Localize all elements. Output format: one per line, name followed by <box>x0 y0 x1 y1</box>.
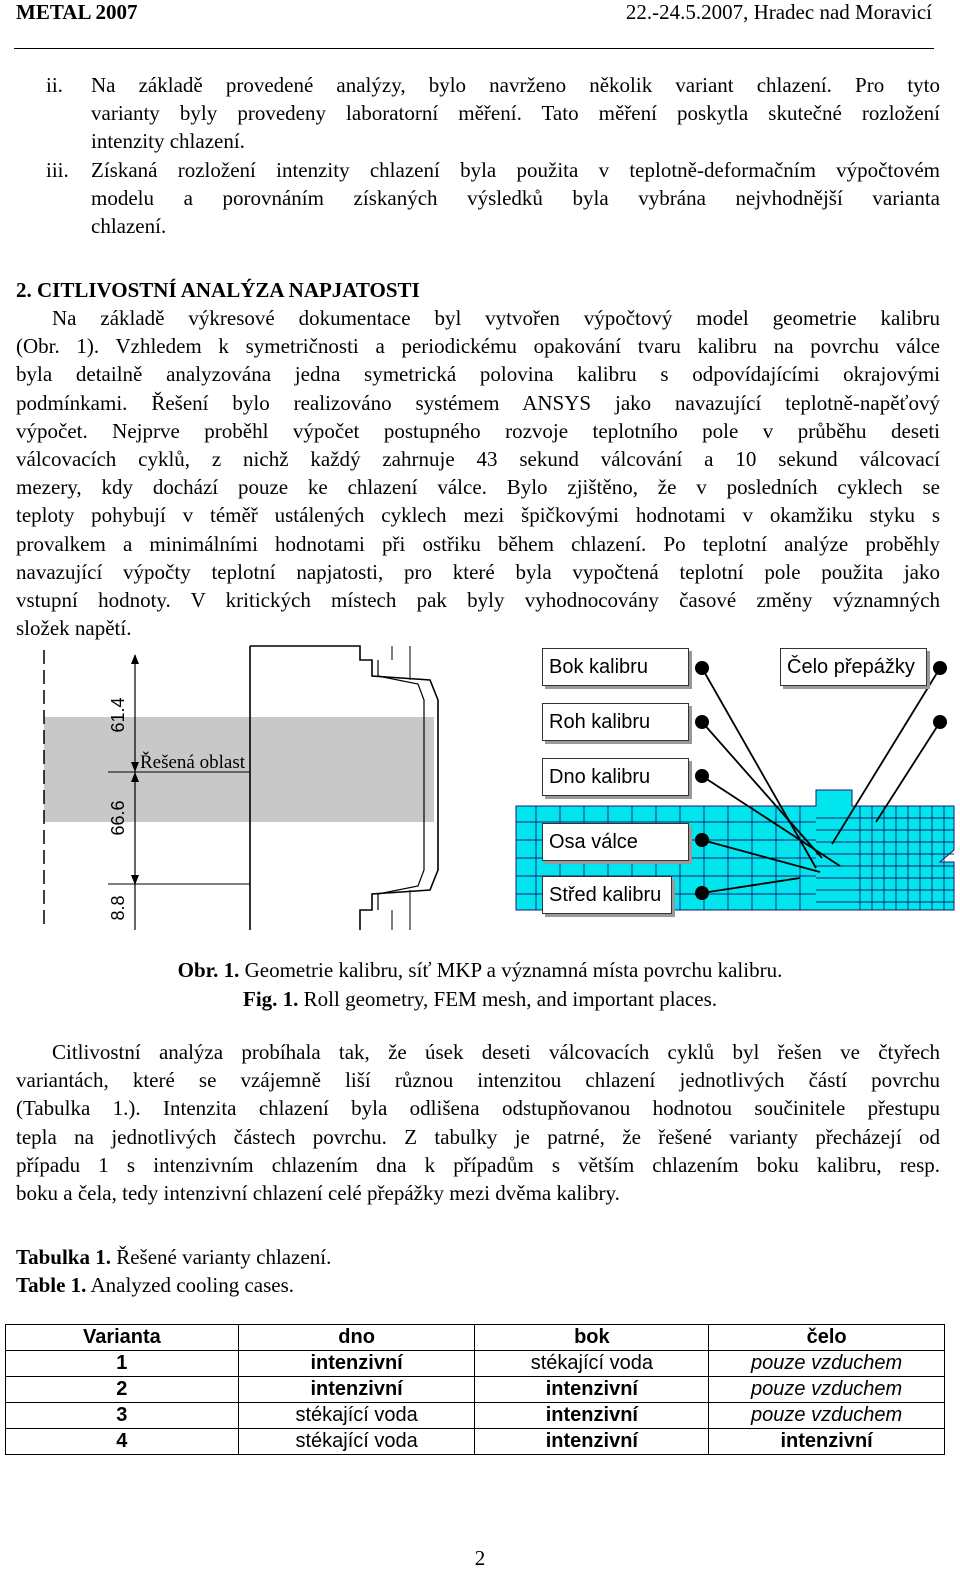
table-row <box>6 1403 945 1429</box>
paragraph-line: teploty pohybují v téměř ustálených cyklech mezi špičkovými hodnotami v okamžiku styku s <box>16 503 940 528</box>
callout-roh-kalibru: Roh kalibru <box>542 703 689 741</box>
dimension-label-bottom: 8.8 <box>108 895 128 921</box>
paragraph-line: variantách, které se vzájemně liší různou intenzitou chlazení jednotlivých částí povrchu <box>16 1068 940 1093</box>
paragraph-line: podmínkami. Řešení bylo realizováno systémem ANSYS jako navazující teplotně-napěťový <box>16 390 940 415</box>
table-cell: intenzivní <box>475 1403 709 1429</box>
table-cell: 1 <box>6 1351 239 1377</box>
header-date-place: 22.-24.5.2007, Hradec nad Moravicí <box>625 0 932 24</box>
paragraph-line: byla detailně analyzována jedna symetrická polovina kalibru s odpovídajícími okrajovými <box>16 362 940 387</box>
section-title: 2. CITLIVOSTNÍ ANALÝZA NAPJATOSTI <box>16 278 420 302</box>
header-rule <box>14 48 934 49</box>
header-conference: METAL 2007 <box>16 0 138 24</box>
figure-caption-cz <box>0 956 960 985</box>
table-cell: pouze vzduchem <box>709 1351 945 1377</box>
paragraph-line: složek napětí. <box>16 616 132 641</box>
caption-text: Geometrie kalibru, síť MKP a významná místa povrchu kalibru. <box>244 958 783 982</box>
callout-celo-prepazky: Čelo přepážky <box>780 648 927 686</box>
paragraph-line: Na základě výkresové dokumentace byl vytvořen výpočtový model geometrie kalibru <box>52 306 940 330</box>
figure-caption-en <box>0 985 960 1014</box>
table-cell: 4 <box>6 1429 239 1455</box>
table-caption-text: Řešené varianty chlazení. <box>116 1245 332 1269</box>
table-caption-label: Table 1. <box>16 1273 87 1297</box>
list-line: intenzity chlazení. <box>91 129 245 154</box>
paragraph-line: provalkem a minimálními hodnotami při ostřiku během chlazení. Po teplotní analýze proběhly <box>16 531 940 556</box>
table-cell: 2 <box>6 1377 239 1403</box>
caption-text: Roll geometry, FEM mesh, and important places. <box>303 987 717 1011</box>
table-cell: stékající voda <box>238 1429 475 1455</box>
caption-label: Fig. 1. <box>243 987 299 1011</box>
table-cell: intenzivní <box>475 1429 709 1455</box>
solved-region-label: Řešená oblast <box>140 752 246 773</box>
dimension-label-mid: 66.6 <box>108 800 128 836</box>
table-cell: intenzivní <box>238 1351 475 1377</box>
paragraph-line: výpočet. Nejprve proběhl výpočet postupného rozvoje teplotního pole v průběhu deseti <box>16 418 940 443</box>
table-cell: pouze vzduchem <box>709 1403 945 1429</box>
table-caption-en <box>16 1271 294 1299</box>
table-cell: stékající voda <box>475 1351 709 1377</box>
paragraph-line: případu 1 s intenzivním chlazením dna k případům s větším chlazením boku kalibru, resp. <box>16 1152 940 1177</box>
table-header-cell: Varianta <box>6 1325 239 1351</box>
callout-stred-kalibru: Střed kalibru <box>542 876 672 914</box>
table-cell: intenzivní <box>475 1377 709 1403</box>
page-number: 2 <box>474 1546 486 1570</box>
table-cell: intenzivní <box>238 1377 475 1403</box>
table-cell: stékající voda <box>238 1403 475 1429</box>
paragraph-line: mezery, kdy dochází pouze ke chlazení válce. Bylo zjištěno, že v posledních cyklech se <box>16 475 940 500</box>
table-caption-label: Tabulka 1. <box>16 1245 111 1269</box>
callout-bok-kalibru: Bok kalibru <box>542 648 689 686</box>
list-line: varianty byly provedeny laboratorní měření. Tato měření poskytla skutečné rozložení <box>91 101 940 126</box>
list-number: iii. <box>46 158 69 182</box>
paragraph-line: tepla na jednotlivých částech povrchu. Z tabulky je patrné, že řešené varianty přecházejí od <box>16 1124 940 1149</box>
list-number: ii. <box>46 73 63 97</box>
paragraph-line: válcovacích cyklů, z nichž každý zahrnuje 43 sekund válcování a 10 sekund válcovací <box>16 447 940 472</box>
table-row <box>6 1351 945 1377</box>
table-header-cell: dno <box>238 1325 475 1351</box>
list-line: Získaná rozložení intenzity chlazení byla použita v teplotně-deformačním výpočtovém <box>91 158 940 182</box>
list-item <box>46 71 940 157</box>
callout-dno-kalibru: Dno kalibru <box>542 758 689 796</box>
table-header-cell: bok <box>475 1325 709 1351</box>
body-paragraph <box>16 1038 940 1207</box>
table-row <box>6 1377 945 1403</box>
list-line: chlazení. <box>91 214 167 239</box>
caption-label: Obr. 1. <box>177 958 240 982</box>
table-caption-text: Analyzed cooling cases. <box>90 1273 295 1297</box>
dimension-label-top: 61.4 <box>108 697 128 733</box>
paragraph-line: boku a čela, tedy intenzivní chlazení celé přepážky mezi dvěma kalibry. <box>16 1181 620 1206</box>
list-item <box>46 156 940 242</box>
table-cell: intenzivní <box>709 1429 945 1455</box>
list-line: Na základě provedené analýzy, bylo navrženo několik variant chlazení. Pro tyto <box>91 73 940 97</box>
table-header-row <box>6 1325 945 1351</box>
callout-osa-valce: Osa válce <box>542 823 689 861</box>
table-header-cell: čelo <box>709 1325 945 1351</box>
paragraph-line: Citlivostní analýza probíhala tak, že úsek deseti válcovacích cyklů byl řešen ve čtyřech <box>52 1040 940 1064</box>
table-cell: 3 <box>6 1403 239 1429</box>
paragraph-line: navazující výpočty teplotní napjatosti, pro které byla vypočtená teplotní pole použita jako <box>16 559 940 584</box>
paragraph-line: (Obr. 1). Vzhledem k symetričnosti a periodickému opakování tvaru kalibru na povrchu válce <box>16 334 940 359</box>
body-paragraph <box>16 304 940 642</box>
table-row <box>6 1429 945 1455</box>
arrow-up-icon <box>131 654 139 664</box>
paragraph-line: (Tabulka 1.). Intenzita chlazení byla odlišena odstupňovanou hodnotou součinitele přestupu <box>16 1096 940 1121</box>
cooling-variants-table <box>5 1324 945 1455</box>
paragraph-line: vstupní hodnoty. V kritických místech pak byly vyhodnocovány časové změny významných <box>16 588 940 613</box>
table-cell: pouze vzduchem <box>709 1377 945 1403</box>
table-caption-cz <box>16 1243 331 1271</box>
list-line: modelu a porovnáním získaných výsledků byla vybrána nejvhodnější varianta <box>91 186 940 211</box>
